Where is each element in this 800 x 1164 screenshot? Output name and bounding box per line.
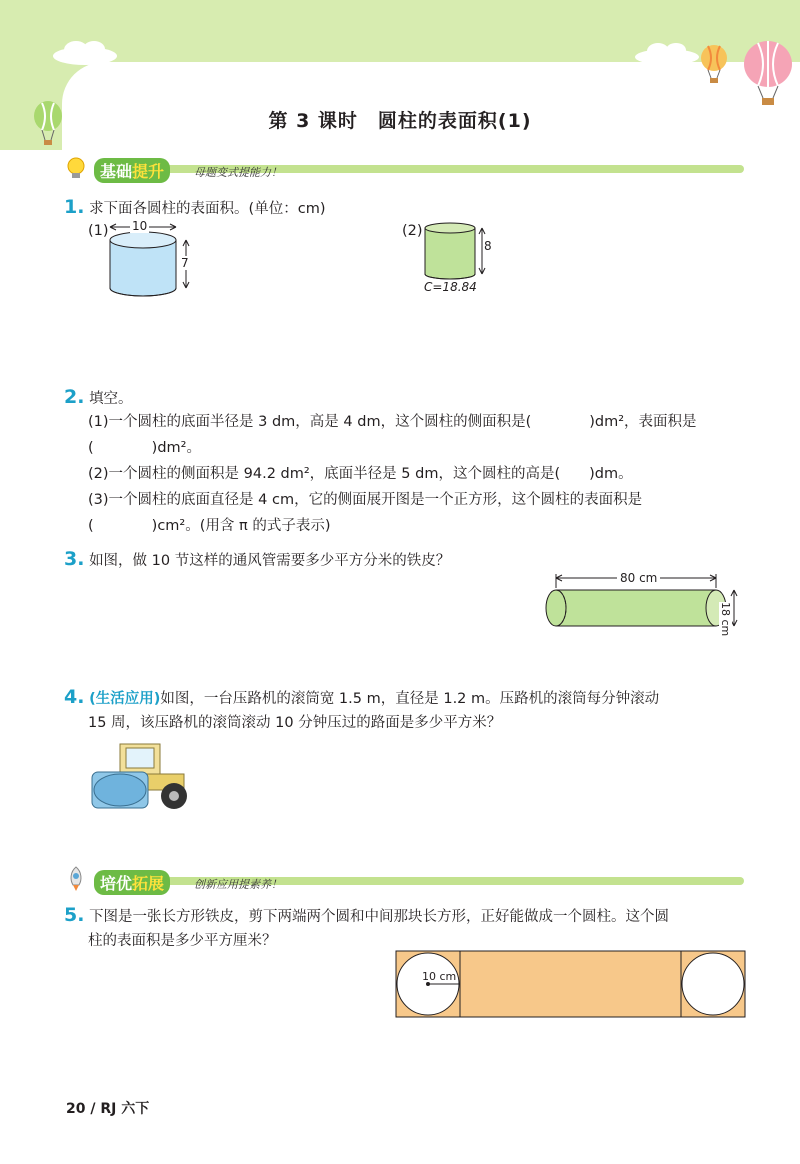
question-3	[64, 546, 450, 574]
dimension-label: 8	[484, 239, 492, 253]
page-title: 第 3 课时 圆柱的表面积(1)	[268, 110, 532, 132]
cloud-icon	[632, 40, 702, 66]
figure-label: (1)	[88, 223, 109, 239]
rocket-icon	[64, 866, 88, 892]
question-text: 求下面各圆柱的表面积。(单位：cm)	[89, 201, 326, 217]
circumference-label: C=18.84	[424, 280, 477, 294]
section-slogan: 母题变式提能力！	[194, 166, 282, 179]
fill-line: ( )cm²。(用含 π 的式子表示)	[88, 518, 331, 534]
rectangular-sheet-figure	[395, 950, 747, 1020]
section-band-bar	[94, 877, 744, 885]
section-badge: 培优拓展	[94, 870, 170, 895]
section-slogan: 创新应用提素养！	[194, 878, 282, 891]
fill-line: ( )dm²。	[88, 440, 201, 456]
question-5	[64, 902, 669, 930]
fill-line: (3)一个圆柱的底面直径是 4 cm，它的侧面展开图是一个正方形，这个圆柱的表面积是	[88, 492, 643, 508]
question-text-continued: 柱的表面积是多少平方厘米？	[88, 933, 277, 949]
fill-line: (2)一个圆柱的侧面积是 94.2 dm²，底面半径是 5 dm，这个圆柱的高是( )dm。	[88, 466, 633, 482]
figure-label: (2)	[402, 223, 423, 239]
hot-air-balloon-icon	[696, 44, 732, 86]
question-text-continued: 15 周，该压路机的滚筒滚动 10 分钟压过的路面是多少平方米？	[88, 715, 502, 731]
section-header-basic	[64, 158, 744, 181]
lightbulb-icon	[64, 156, 88, 180]
question-number: 2.	[64, 386, 85, 408]
dimension-label: 18 cm	[719, 602, 732, 637]
section-header-advanced	[64, 870, 744, 893]
page-footer: 20 / RJ 六下	[66, 1101, 150, 1117]
question-number: 3.	[64, 548, 85, 570]
fill-line: (1)一个圆柱的底面半径是 3 dm，高是 4 dm，这个圆柱的侧面积是( )dm²，表面积是	[88, 414, 697, 430]
question-text: 如图，做 10 节这样的通风管需要多少平方分米的铁皮？	[89, 553, 451, 569]
dimension-label: 80 cm	[617, 571, 660, 585]
question-tag: (生活应用)	[89, 691, 161, 707]
question-2	[64, 384, 133, 412]
question-number: 5.	[64, 904, 85, 926]
question-number: 1.	[64, 196, 85, 218]
section-band-bar	[94, 165, 744, 173]
hot-air-balloon-icon	[740, 40, 796, 110]
question-number: 4.	[64, 686, 85, 708]
road-roller-icon	[84, 740, 194, 814]
section-badge: 基础提升	[94, 158, 170, 183]
cloud-icon	[50, 38, 120, 66]
machine-text	[126, 784, 129, 785]
question-text: 填空。	[89, 391, 133, 407]
question-text: 下图是一张长方形铁皮，剪下两端两个圆和中间那块长方形，正好能做成一个圆柱。这个圆	[89, 909, 670, 925]
question-text: 如图，一台压路机的滚筒宽 1.5 m，直径是 1.2 m。压路机的滚筒每分钟滚动	[160, 691, 660, 707]
question-4	[64, 684, 659, 712]
radius-label: 10 cm	[422, 970, 457, 983]
dimension-label: 10	[132, 219, 148, 233]
dimension-label: 7	[181, 256, 189, 270]
